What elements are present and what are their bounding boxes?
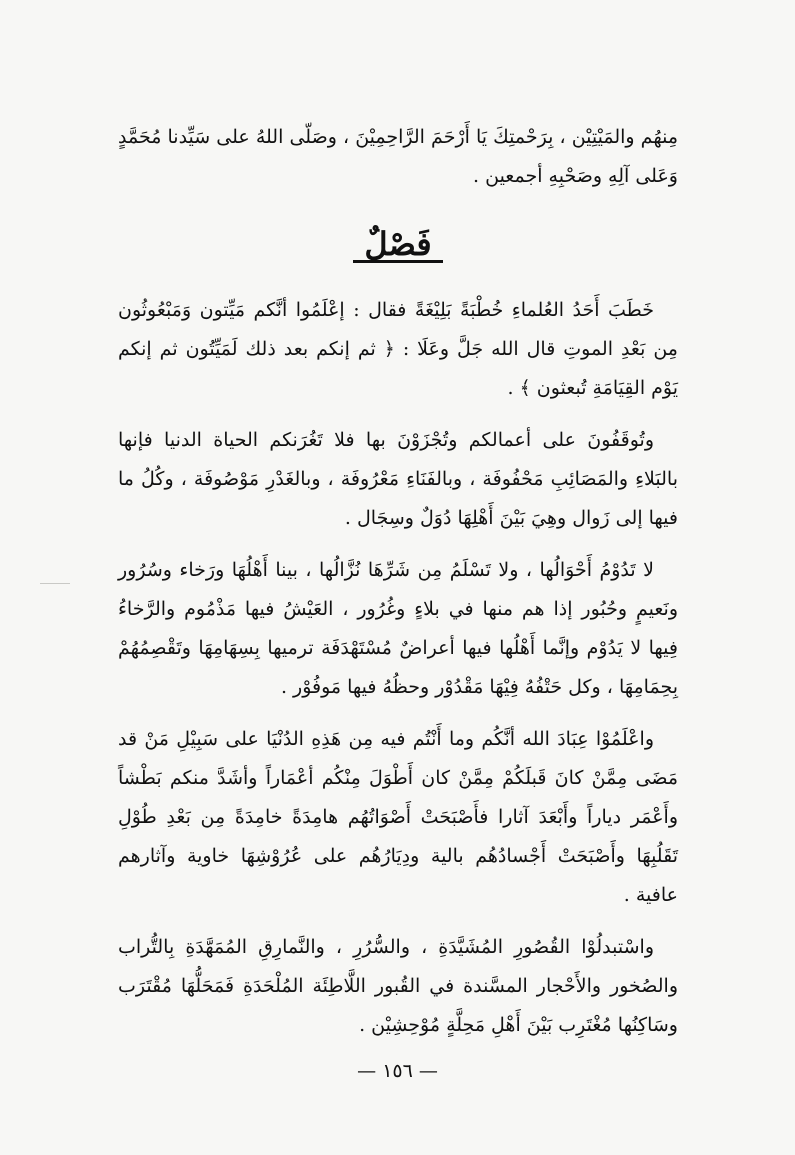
- section-heading-text: فَصْلٌ: [364, 225, 432, 263]
- paragraph: لا تَدُوْمُ أَحْوَالُها ، ولا تَسْلَمُ مِن شَرِّهَا نُزَّالُها ، بينا أَهْلُهَا ورَخاء وسُرُور ونَعيمٍ وحُبُور إذا هم منها في بلاءٍ وغُرُور ، العَيْشُ فيها مَذْمُوم والرَّخاءُ فِيها لا يَدُوْم وإنَّما أَهْلُها فيها أعراضٌ مُسْتَهْدَفَة ترميها بِسِهَامِهَا وتَقْصِمُهُمْ بِحِمَامِهَا ، وكل حَتْفُهُ فِيْهَا مَقْدُوْر وحظُهُ فيها مَوفُوْر .: [118, 559, 678, 698]
- paragraph: خَطَبَ أَحَدُ العُلماءِ خُطْبَةً بَلِيْغَةً فقال : إعْلَمُوا أنَّكم مَيِّتون وَمَبْعُوثُون مِن بَعْدِ الموتِ قال الله جَلَّ وعَلَا : ﴿ ثم إنكم بعد ذلك لَمَيِّتُون ثم إنكم يَوْم القِيَامَةِ تُبعثون ﴾ .: [118, 299, 678, 399]
- section-heading: [118, 222, 678, 263]
- paragraph: وتُوقَفُونَ على أعمالكم وتُجْزَوْنَ بها فلا تَغُرَنكم الحياة الدنيا فإنها بالبَلاءِ والمَصَائِبِ مَحْفُوفَة ، وبالفَنَاءِ مَعْرُوفَة ، وبالغَدْرِ مَوْصُوفَة ، وكُلُ ما فيها إلى زَوال وهِيَ بَيْنَ أَهْلِهَا دُوَلٌ وسِجَال .: [118, 429, 678, 529]
- page-number: — ١٥٦ —: [357, 1060, 438, 1082]
- margin-mark: [40, 583, 70, 584]
- page-body: [118, 118, 678, 1058]
- paragraph: واسْتبدلُوْا القُصُورِ المُشَيَّدَةِ ، والسُّرُرِ ، والنَّمارِقِ المُمَهَّدَةِ بِالتُّراب والصُخور والأَحْجار المسَّندة في القُبور اللَّاطِئَة المُلْحَدَةِ فَمَحَلُّهَا مُقْتَرَب وسَاكِنُها مُغْتَرِب بَيْنَ أَهْلِ مَحِلَّةٍ مُوْحِشِيْن .: [118, 936, 678, 1036]
- paragraph: واعْلَمُوْا عِبَادَ الله أنَّكُم وما أَنْتُم فيه مِن هَذِهِ الدُنْيَا على سَبِيْلِ مَنْ قد مَضَى مِمَّنْ كانَ قَبلَكُمْ مِمَّنْ كان أَطْوَلَ مِنْكُم أعْمَاراً وأشَدَّ منكم بَطْشاً وأَعْمَر دياراً وأَبْعَدَ آثارا فأَصْبَحَتْ أَصْوَاتُهُم هامِدَةً خامِدَةً مِن بَعْدِ طُوْلِ تَقَلُبِهَا وأَصْبَحَتْ أَجْسادُهُم بالية ودِيَارُهُم على عُرُوْشِهَا خاوية وآثارهم عافية .: [118, 728, 678, 906]
- paragraph-closing-prayer: مِنهُم والمَيْتِيْن ، بِرَحْمتِكَ يَا أَرْحَمَ الرَّاحِمِيْنَ ، وصَلّى اللهُ على سَيِّدنا مُحَمَّدٍ وَعَلى آلِهِ وصَحْبِهِ أجمعين .: [118, 126, 678, 187]
